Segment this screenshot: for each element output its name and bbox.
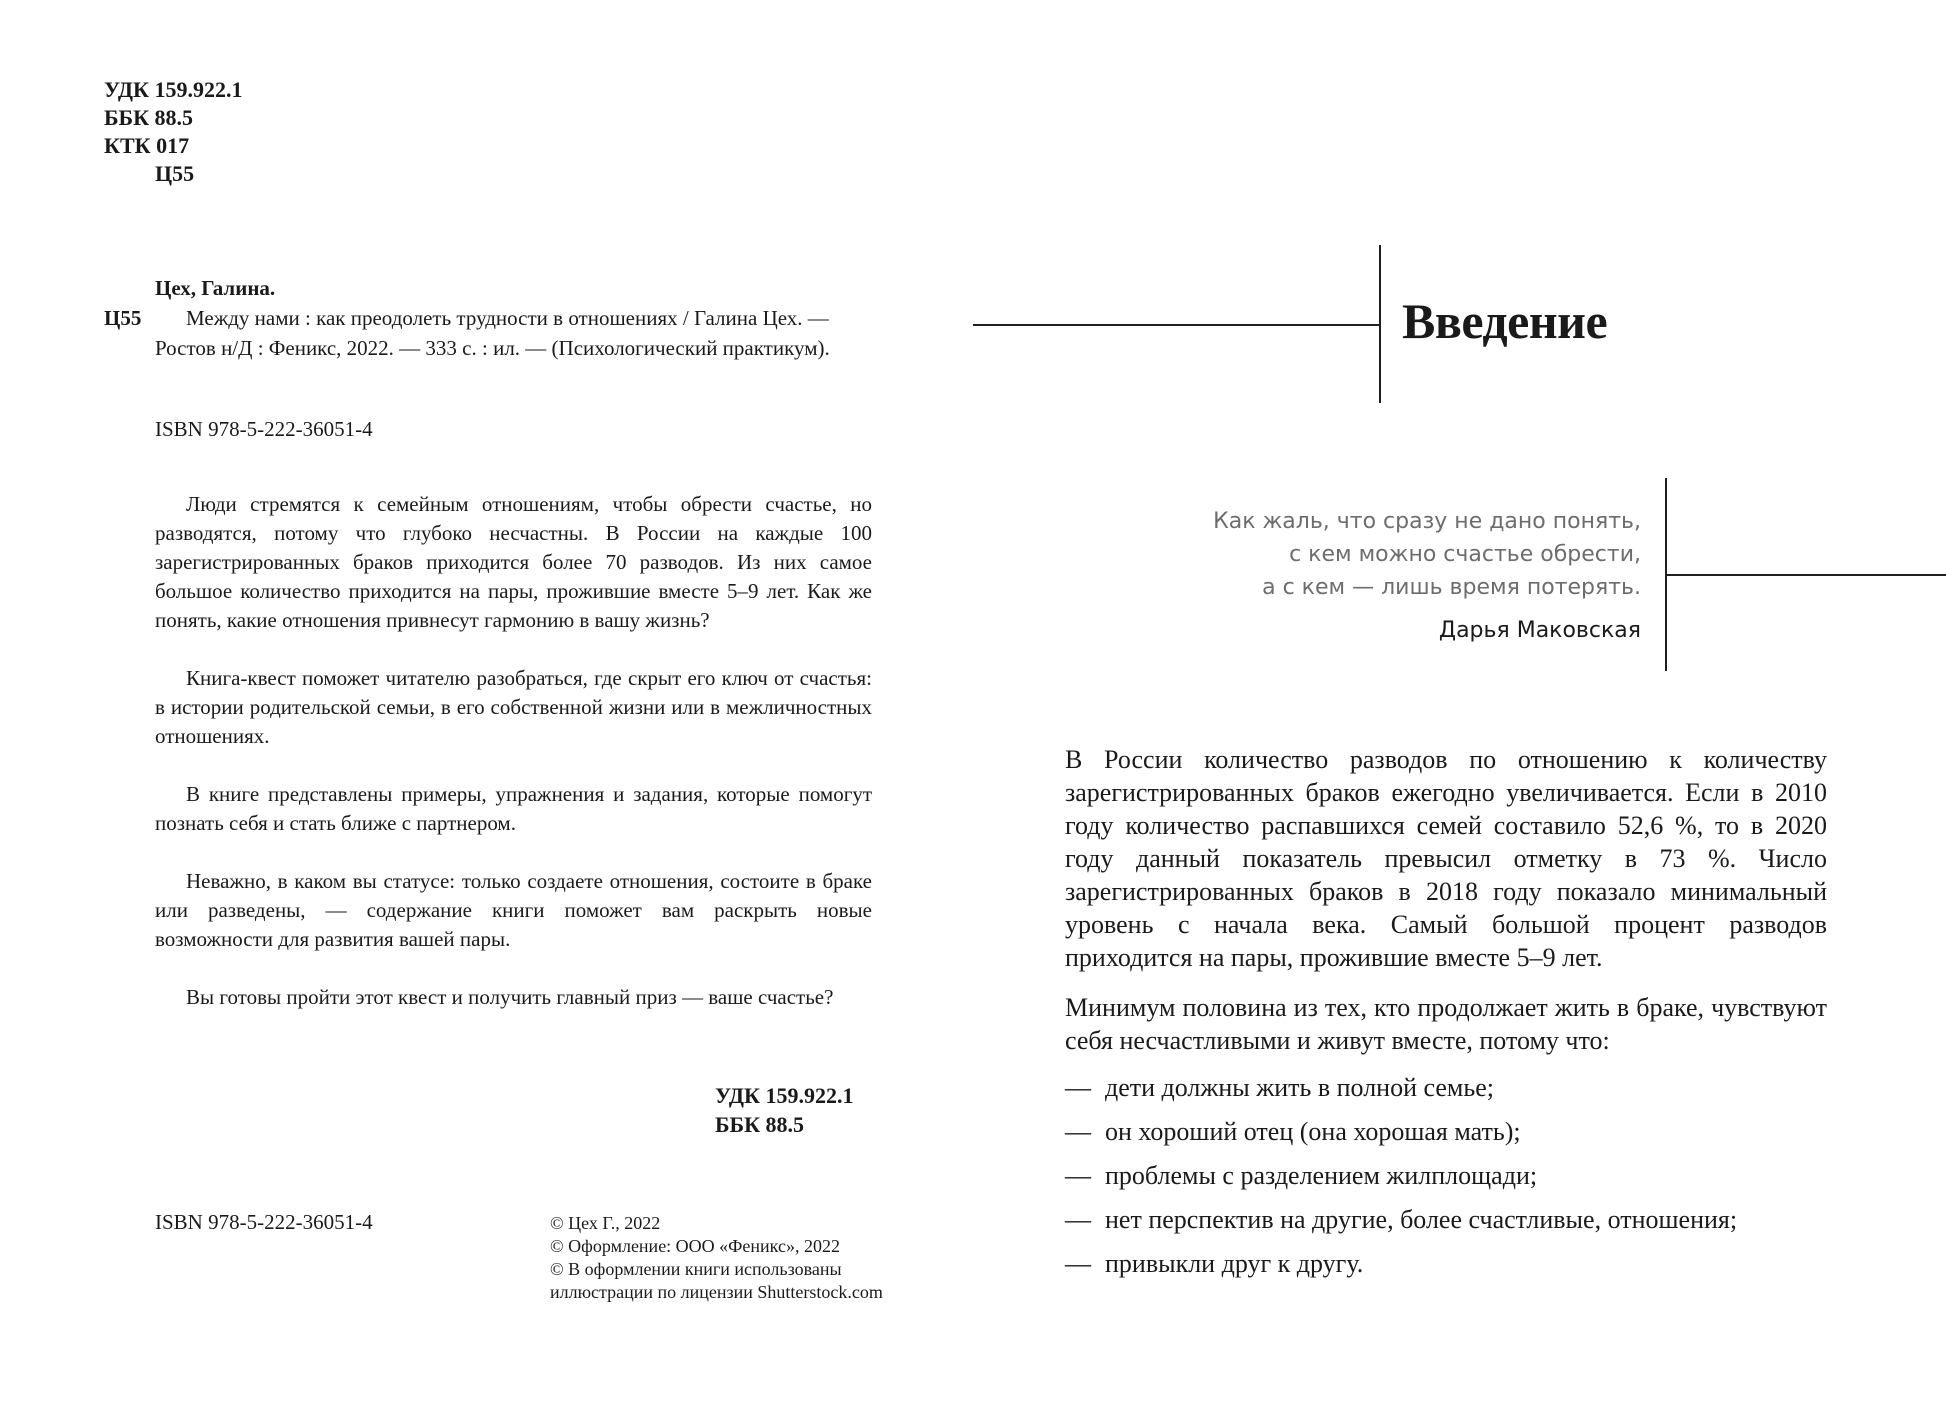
catalog-record bbox=[104, 273, 884, 363]
udk-code: УДК 159.922.1 bbox=[104, 77, 243, 102]
dash-bullet-icon: — bbox=[1065, 1205, 1091, 1234]
chapter-title: Введение bbox=[1402, 293, 1608, 349]
list-item-text: дети должны жить в полной семье; bbox=[1105, 1073, 1494, 1102]
list-item bbox=[1065, 1159, 1827, 1203]
annotation bbox=[155, 490, 872, 1041]
epigraph-line: с кем можно счастье обрести, bbox=[1289, 542, 1641, 567]
copyright-block bbox=[550, 1212, 883, 1304]
bbk-code: ББК 88.5 bbox=[104, 105, 194, 130]
copyright-line: © Оформление: ООО «Феникс», 2022 bbox=[550, 1236, 840, 1256]
list-item-text: привыкли друг к другу. bbox=[1105, 1249, 1364, 1278]
annotation-paragraph: Вы готовы пройти этот квест и получить главный приз — ваше счастье? bbox=[186, 985, 834, 1009]
annotation-paragraph: Неважно, в каком вы статусе: только создаете отношения, состоите в браке или разведены, — содержание книги поможет вам раскрыть новые возможности для развития вашей пары. bbox=[155, 869, 872, 951]
dash-bullet-icon: — bbox=[1065, 1073, 1091, 1102]
epigraph-line: Как жаль, что сразу не дано понять, bbox=[1213, 509, 1641, 534]
body-paragraph: В России количество разводов по отношению к количеству зарегистрированных браков ежегодно увеличивается. Если в 2010 году количество распавшихся семей составило 52,6 %, то в 2020 году данный показатель превысил отметку в 73 %. Число зарегистрированных браков в 2018 году показало минимальный уровень с начала века. Самый большой процент разводов приходится на пары, прожившие вместе 5–9 лет. bbox=[1065, 745, 1827, 972]
epigraph-rule-horizontal bbox=[1665, 574, 1946, 576]
list-item-text: он хороший отец (она хорошая мать); bbox=[1105, 1117, 1521, 1146]
list-item bbox=[1065, 1115, 1827, 1159]
copyright-line: иллюстрации по лицензии Shutterstock.com bbox=[550, 1282, 883, 1302]
dash-bullet-icon: — bbox=[1065, 1249, 1091, 1278]
list-item-text: проблемы с разделением жилплощади; bbox=[1105, 1161, 1538, 1190]
body-paragraph: Минимум половина из тех, кто продолжает жить в браке, чувствуют себя несчастливыми и живут вместе, потому что: bbox=[1065, 993, 1827, 1055]
isbn-bottom: ISBN 978-5-222-36051-4 bbox=[155, 1210, 373, 1234]
ktk-code: КТК 017 bbox=[104, 133, 190, 158]
heading-rule-horizontal bbox=[973, 324, 1381, 326]
epigraph-line: а с кем — лишь время потерять. bbox=[1262, 575, 1641, 600]
catalog-description-line: Ростов н/Д : Феникс, 2022. — 333 с. : ил. — (Психологический практикум). bbox=[155, 336, 830, 360]
annotation-paragraph: Люди стремятся к семейным отношениям, чтобы обрести счастье, но разводятся, потому что глубоко несчастны. В России на каждые 100 зарегистрированных браков приходится более 70 разводов. Из них самое большое количество приходится на пары, прожившие вместе 5–9 лет. Как же понять, какие отношения привнесут гармонию в вашу жизнь? bbox=[155, 492, 872, 632]
annotation-paragraph: В книге представлены примеры, упражнения и задания, которые помогут познать себя и стать ближе с партнером. bbox=[155, 782, 872, 835]
catalog-description bbox=[155, 303, 871, 363]
isbn-top: ISBN 978-5-222-36051-4 bbox=[155, 417, 373, 441]
bottom-codes bbox=[715, 1081, 854, 1139]
dash-bullet-icon: — bbox=[1065, 1161, 1091, 1190]
copyright-line: © В оформлении книги использованы bbox=[550, 1259, 842, 1279]
body-text bbox=[1065, 743, 1827, 1074]
heading-rule-vertical bbox=[1379, 245, 1381, 403]
copyright-line: © Цех Г., 2022 bbox=[550, 1213, 661, 1233]
author-mark: Ц55 bbox=[155, 161, 195, 186]
catalog-description-line: Между нами : как преодолеть трудности в отношениях / Галина Цех. — bbox=[186, 306, 829, 330]
epigraph bbox=[1213, 505, 1641, 647]
list-item bbox=[1065, 1247, 1827, 1291]
classification-codes bbox=[104, 76, 243, 188]
list-item-text: нет перспектив на другие, более счастливые, отношения; bbox=[1105, 1205, 1738, 1234]
list-item bbox=[1065, 1203, 1827, 1247]
list-item bbox=[1065, 1071, 1827, 1115]
catalog-author-heading: Цех, Галина. bbox=[155, 276, 276, 300]
catalog-author-mark: Ц55 bbox=[104, 306, 142, 330]
epigraph-author: Дарья Маковская bbox=[1438, 618, 1641, 643]
annotation-paragraph: Книга-квест поможет читателю разобраться, где скрыт его ключ от счастья: в истории родительской семьи, в его собственной жизни или в межличностных отношениях. bbox=[155, 666, 872, 748]
dash-bullet-icon: — bbox=[1065, 1117, 1091, 1146]
udk-code-bottom: УДК 159.922.1 bbox=[715, 1083, 854, 1108]
reasons-list bbox=[1065, 1071, 1827, 1291]
bbk-code-bottom: ББК 88.5 bbox=[715, 1112, 805, 1137]
